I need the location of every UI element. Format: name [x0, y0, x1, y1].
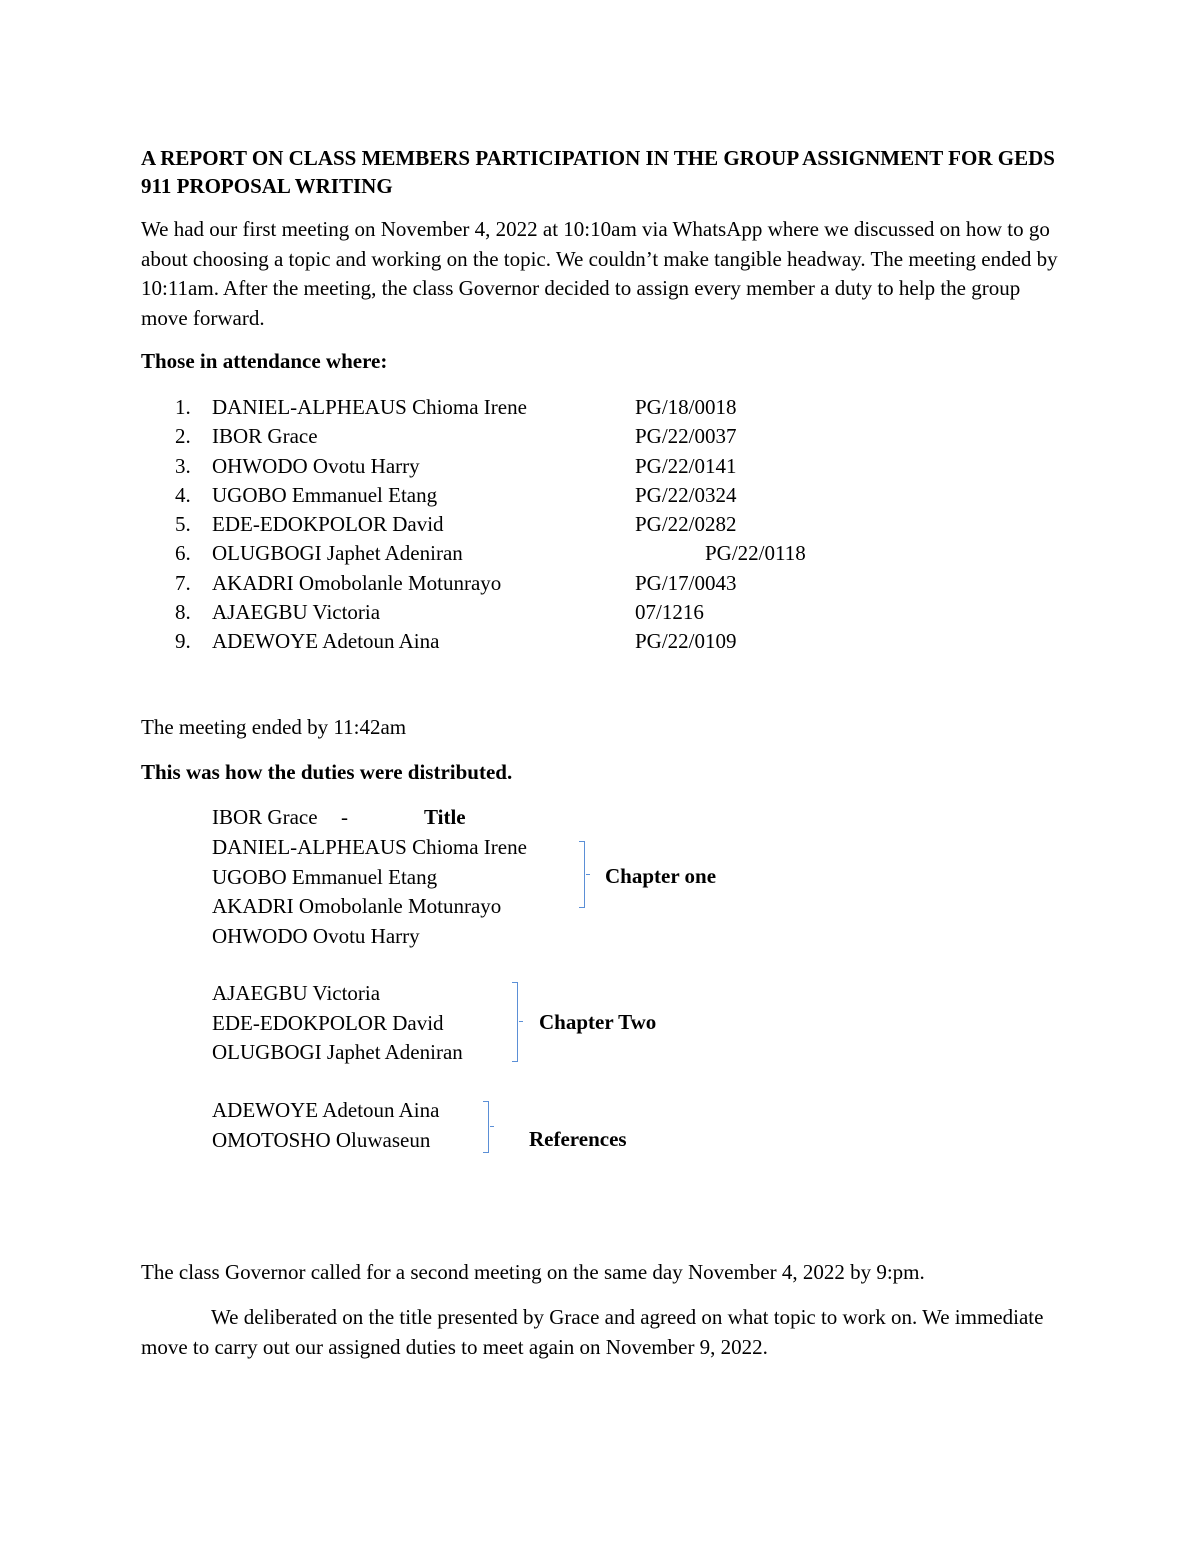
member-name: ADEWOYE Adetoun Aina [212, 629, 440, 654]
member-id: 07/1216 [635, 600, 704, 625]
list-item [0, 422, 1200, 451]
member-id: PG/22/0118 [705, 541, 806, 566]
list-number: 1. [175, 395, 191, 419]
member-name: OHWODO Ovotu Harry [212, 453, 420, 478]
list-item [0, 510, 1200, 539]
member-id: PG/22/0282 [635, 512, 737, 537]
chapter-one-member: OHWODO Ovotu Harry [212, 923, 420, 948]
list-item [0, 539, 1200, 568]
references-member: OMOTOSHO Oluwaseun [212, 1127, 431, 1152]
references-bracket-tick [490, 1126, 494, 1127]
intro-paragraph: We had our first meeting on November 4, 2022 at 10:10am via WhatsApp where we discussed on how to go about choosing a topic and working on the topic. We couldn’t make tangible headway. The meeting ended by 10:11am. After the meeting, the class Governor decided to assign every member a duty to help the group move forward. [141, 217, 1058, 330]
member-name: EDE-EDOKPOLOR David [212, 512, 444, 537]
duty-title-dash: - [341, 805, 348, 829]
member-name: IBOR Grace [212, 424, 318, 449]
member-name: DANIEL-ALPHEAUS Chioma Irene [212, 395, 527, 419]
member-id: PG/22/0109 [635, 629, 737, 654]
attendance-list [0, 393, 1200, 657]
chapter-one-bracket-tick [586, 874, 590, 875]
list-item [0, 569, 1200, 598]
member-name: AJAEGBU Victoria [212, 600, 381, 625]
member-id: PG/22/0324 [635, 482, 737, 507]
member-id: PG/17/0043 [635, 570, 737, 595]
chapter-two-member: AJAEGBU Victoria [212, 981, 381, 1005]
duty-title-member: IBOR Grace [212, 805, 318, 829]
report-title: A REPORT ON CLASS MEMBERS PARTICIPATION IN THE GROUP ASSIGNMENT FOR GEDS 911 PROPOSAL WRITING [141, 146, 1055, 198]
chapter-two-bracket [512, 982, 518, 1062]
duty-title-label: Title [424, 805, 466, 829]
list-number: 9. [175, 629, 191, 654]
list-item [0, 627, 1200, 656]
chapter-one-member: AKADRI Omobolanle Motunrayo [212, 894, 502, 918]
member-id: PG/22/0037 [635, 424, 737, 449]
references-label: References [529, 1127, 627, 1151]
list-number: 8. [175, 600, 191, 625]
list-number: 4. [175, 482, 191, 507]
meeting-end-text: The meeting ended by 11:42am [141, 715, 407, 739]
list-item [0, 598, 1200, 627]
list-item [0, 481, 1200, 510]
list-number: 7. [175, 570, 191, 595]
chapter-one-member: UGOBO Emmanuel Etang [212, 864, 438, 889]
list-number: 6. [175, 541, 191, 566]
references-member: ADEWOYE Adetoun Aina [212, 1098, 440, 1122]
chapter-one-member: DANIEL-ALPHEAUS Chioma Irene [212, 835, 527, 859]
duties-heading: This was how the duties were distributed. [141, 760, 513, 784]
list-item [0, 452, 1200, 481]
chapter-two-member: EDE-EDOKPOLOR David [212, 1010, 444, 1035]
list-number: 5. [175, 512, 191, 537]
list-number: 3. [175, 453, 191, 478]
attendance-heading: Those in attendance where: [141, 349, 388, 373]
chapter-two-member: OLUGBOGI Japhet Adeniran [212, 1040, 463, 1064]
member-id: PG/18/0018 [635, 395, 737, 419]
references-bracket [483, 1101, 489, 1153]
member-name: AKADRI Omobolanle Motunrayo [212, 570, 502, 595]
closing-paragraph: We deliberated on the title presented by Grace and agreed on what topic to work on. We immediate move to carry out our assigned duties to meet again on November 9, 2022. [141, 1305, 1044, 1359]
member-name: UGOBO Emmanuel Etang [212, 482, 438, 507]
member-id: PG/22/0141 [635, 453, 737, 478]
list-item [0, 393, 1200, 422]
chapter-one-label: Chapter one [605, 864, 717, 888]
second-meeting-text: The class Governor called for a second meeting on the same day November 4, 2022 by 9:pm. [141, 1260, 925, 1284]
chapter-one-bracket [579, 841, 585, 908]
chapter-two-label: Chapter Two [539, 1010, 657, 1034]
member-name: OLUGBOGI Japhet Adeniran [212, 541, 463, 566]
list-number: 2. [175, 424, 191, 449]
chapter-two-bracket-tick [519, 1021, 523, 1022]
